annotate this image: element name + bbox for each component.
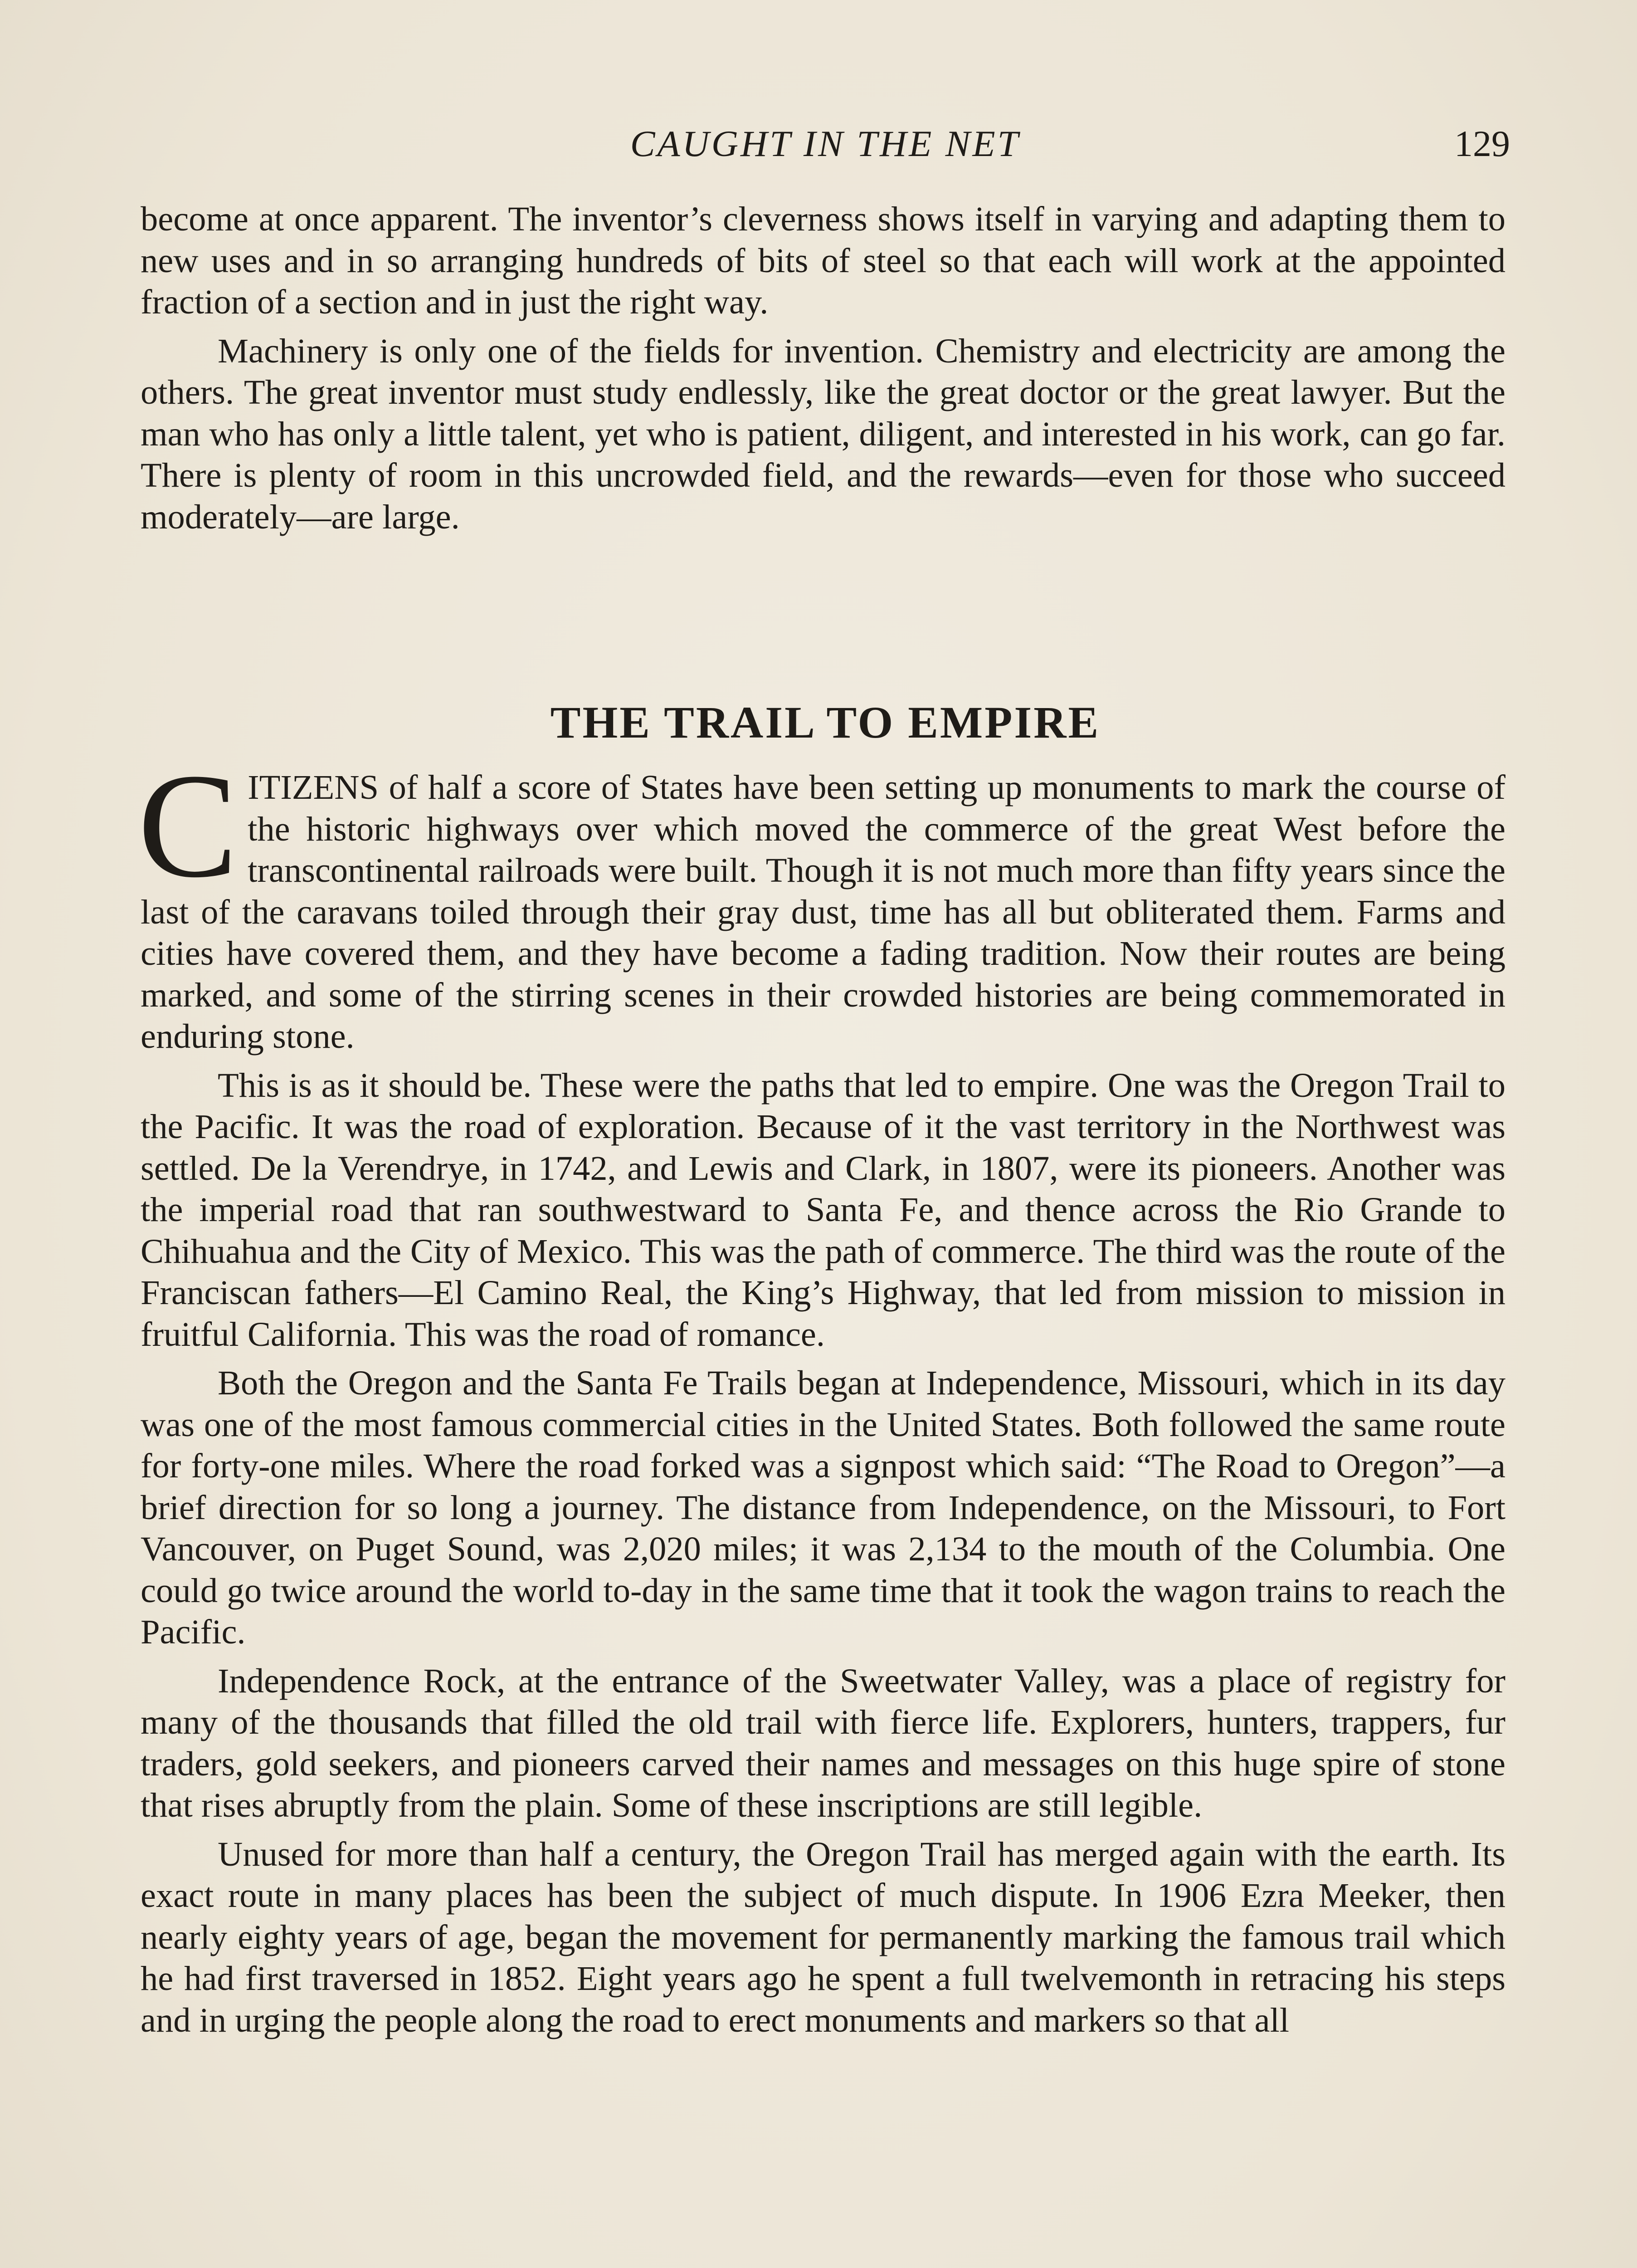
- paragraph: Machinery is only one of the fields for invention. Chemistry and electricity are among the others. The great inventor must study endlessly, like the great doctor or the great lawyer. But the man who has only a little talent, yet who is patient, diligent, and interested in his work, can go far. There is plenty of room in this uncrowded field, and the rewards—even for those who succeed moderately—are large.: [141, 331, 1505, 536]
- drop-cap: C: [138, 743, 238, 909]
- first-paragraph-text: ITIZENS of half a score of States have been setting up monuments to mark the course of the historic highways over which moved the commerce of the great West before the transcontinental railroads were built. Though it is not much more than fifty years since the last of the caravans toiled through their gray dust, time has all but obliterated them. Farms and cities have covered them, and they have become a fading tradition. Now their routes are being marked, and some of the stirring scenes in their crowded histories are being commemorated in enduring stone.: [141, 768, 1505, 1056]
- paragraph: Both the Oregon and the Santa Fe Trails began at Independence, Missouri, which in its day was one of the most famous commercial cities in the United States. Both followed the same route for forty-one miles. Where the road forked was a signpost which said: “The Road to Oregon”—a brief direction for so long a journey. The distance from Independence, on the Missouri, to Fort Vancouver, on Puget Sound, was 2,020 miles; it was 2,134 to the mouth of the Columbia. One could go twice around the world to-day in the same time that it took the wagon trains to reach the Pacific.: [141, 1364, 1505, 1651]
- paragraph: Unused for more than half a century, the Oregon Trail has merged again with the earth. Its exact route in many places has been the subject of much dispute. In 1906 Ezra Meeker, then nearly eighty years of age, began the movement for permanently marking the famous trail which he had first traversed in 1852. Eight years ago he spent a full twelvemonth in retracing his steps and in urging the people along the road to erect monuments and markers so that all: [141, 1834, 1505, 2039]
- paragraph: Independence Rock, at the entrance of the Sweetwater Valley, was a place of registry for many of the thousands that filled the old trail with fierce life. Explorers, hunters, trappers, fur traders, gold seekers, and pioneers carved their names and messages on this huge spire of stone that rises abruptly from the plain. Some of these inscriptions are still legible.: [141, 1661, 1505, 1824]
- first-paragraph: [138, 743, 1505, 1057]
- article-title: THE TRAIL TO EMPIRE: [550, 697, 1101, 748]
- article-body: [138, 743, 1505, 2048]
- page-number: 129: [1454, 123, 1510, 164]
- previous-article-continuation: [141, 198, 1505, 545]
- running-head: CAUGHT IN THE NET: [630, 123, 1021, 164]
- paragraph: become at once apparent. The inventor’s cleverness shows itself in varying and adapting them to new uses and in so arranging hundreds of bits of steel so that each will work at the appointed fraction of a section and in just the right way.: [141, 200, 1505, 321]
- page-header: [141, 119, 1510, 169]
- paragraph: This is as it should be. These were the paths that led to empire. One was the Oregon Trail to the Pacific. It was the road of exploration. Because of it the vast territory in the Northwest was settled. De la Verendrye, in 1742, and Lewis and Clark, in 1807, were its pioneers. Another was the imperial road that ran southwestward to Santa Fe, and thence across the Rio Grande to Chihuahua and the City of Mexico. This was the path of commerce. The third was the route of the Franciscan fathers—El Camino Real, the King’s Highway, that led from mission to mission in fruitful California. This was the road of romance.: [141, 1066, 1505, 1354]
